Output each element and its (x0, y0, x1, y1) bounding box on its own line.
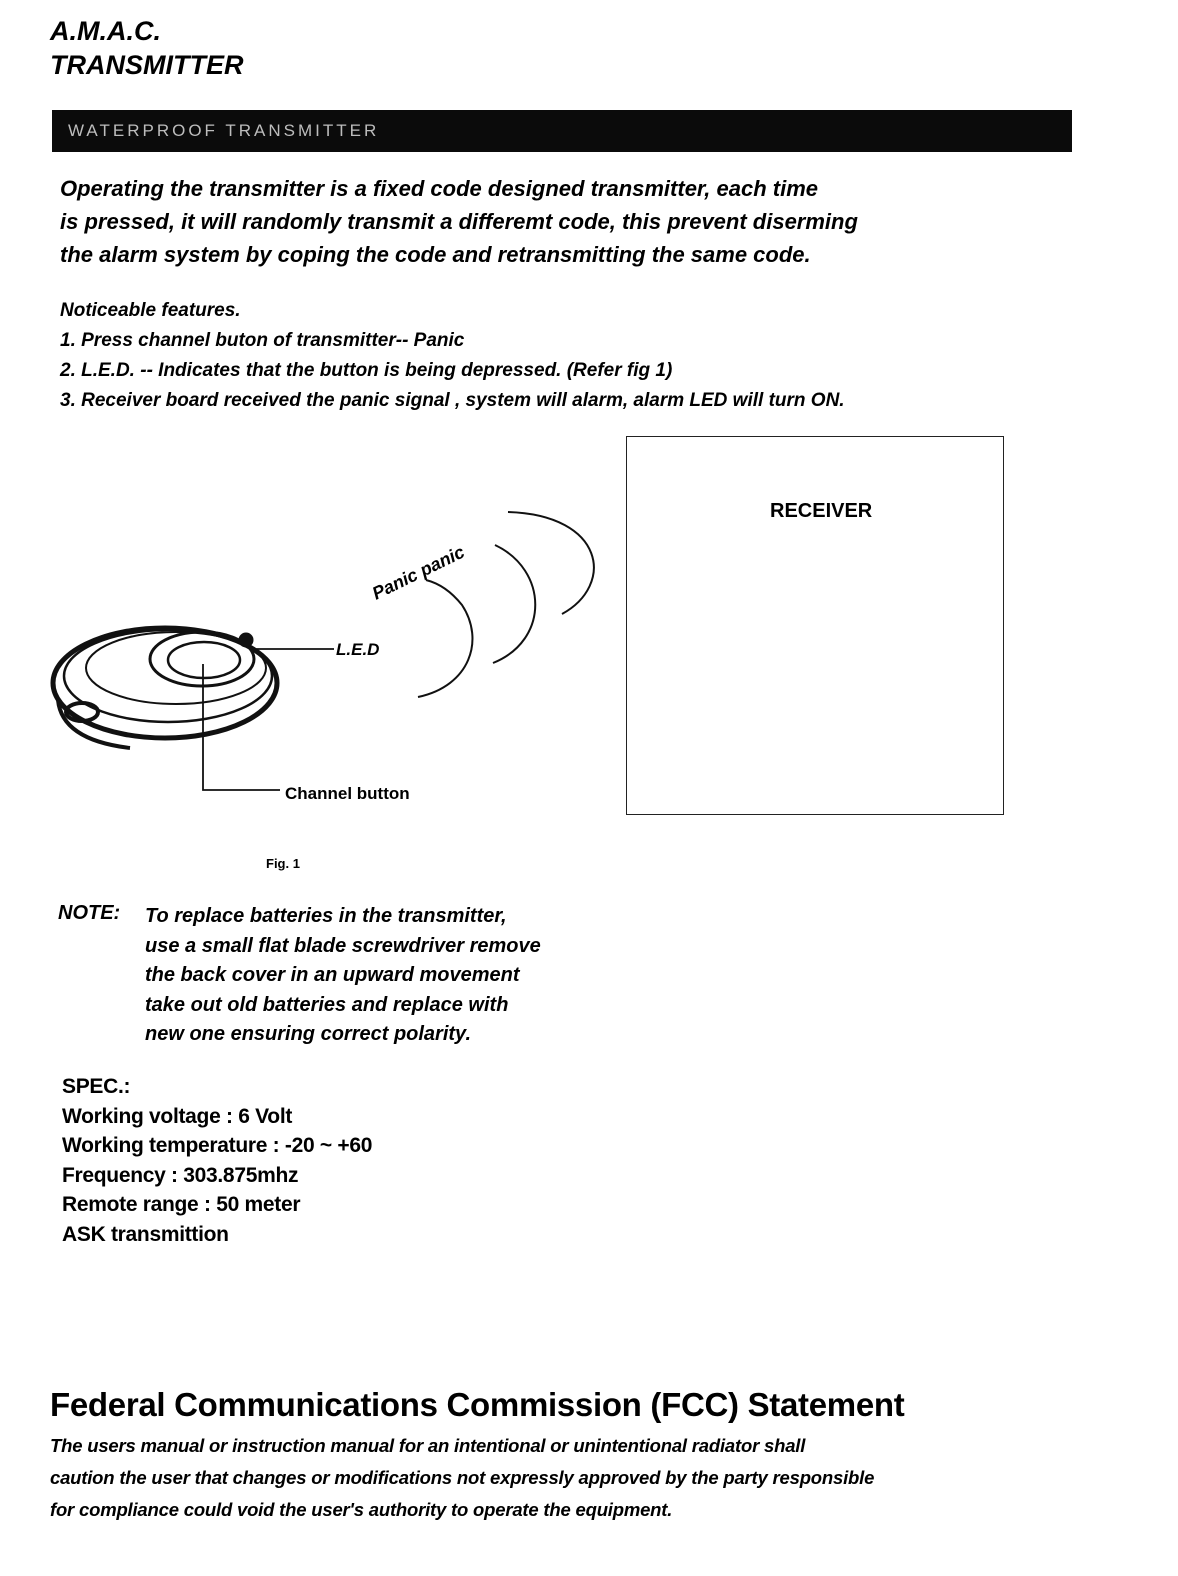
fcc-line: The users manual or instruction manual for an intentional or unintentional radiator shall (50, 1435, 806, 1456)
figure-caption: Fig. 1 (266, 856, 300, 871)
fcc-line: for compliance could void the user's authority to operate the equipment. (50, 1499, 673, 1520)
spec-item: Working voltage : 6 Volt (62, 1104, 293, 1128)
spec-item: ASK transmittion (62, 1222, 229, 1246)
intro-line: Operating the transmitter is a fixed code designed transmitter, each time (60, 176, 818, 201)
receiver-box (626, 436, 1004, 815)
feature-item: 1. Press channel buton of transmitter-- Panic (60, 330, 465, 351)
intro-line: is pressed, it will randomly transmit a differemt code, this prevent diserming (60, 209, 858, 234)
spec-item: Remote range : 50 meter (62, 1193, 301, 1216)
fcc-line: caution the user that changes or modifications not expressly approved by the party responsible (50, 1467, 875, 1488)
banner-title: WATERPROOF TRANSMITTER (68, 121, 380, 140)
fcc-statement (50, 1430, 874, 1526)
spec-heading: SPEC.: (62, 1075, 131, 1098)
note-line: To replace batteries in the transmitter, (145, 905, 507, 927)
channel-button-label: Channel button (285, 784, 410, 803)
note-line: use a small flat blade screwdriver remove (145, 934, 541, 957)
intro-line: the alarm system by coping the code and retransmitting the same code. (60, 242, 811, 267)
note-body (145, 902, 541, 1050)
transmitter-fob-icon (53, 628, 277, 748)
fcc-title: Federal Communications Commission (FCC) Statement (50, 1386, 905, 1423)
spec-item: Working temperature : -20 ~ +60 (62, 1134, 373, 1157)
product-name: TRANSMITTER (50, 50, 244, 80)
note-line: new one ensuring correct polarity. (145, 1023, 471, 1045)
channel-leader-line (203, 664, 280, 790)
brand-name: A.M.A.C. (50, 16, 161, 46)
led-label: L.E.D (336, 640, 380, 659)
note-line: take out old batteries and replace with (145, 993, 509, 1016)
spec-list (62, 1072, 372, 1249)
signal-waves-icon (418, 512, 594, 697)
panic-signal-text: Panic panic (368, 541, 468, 604)
spec-item: Frequency : 303.875mhz (62, 1163, 299, 1187)
features-heading: Noticeable features. (60, 300, 241, 321)
note-line: the back cover in an upward movement (145, 964, 520, 986)
feature-item: 3. Receiver board received the panic signal , system will alarm, alarm LED will turn ON. (60, 390, 845, 411)
receiver-label: RECEIVER (770, 500, 873, 522)
note-label: NOTE: (58, 902, 121, 924)
feature-item: 2. L.E.D. -- Indicates that the button is being depressed. (Refer fig 1) (60, 360, 673, 381)
